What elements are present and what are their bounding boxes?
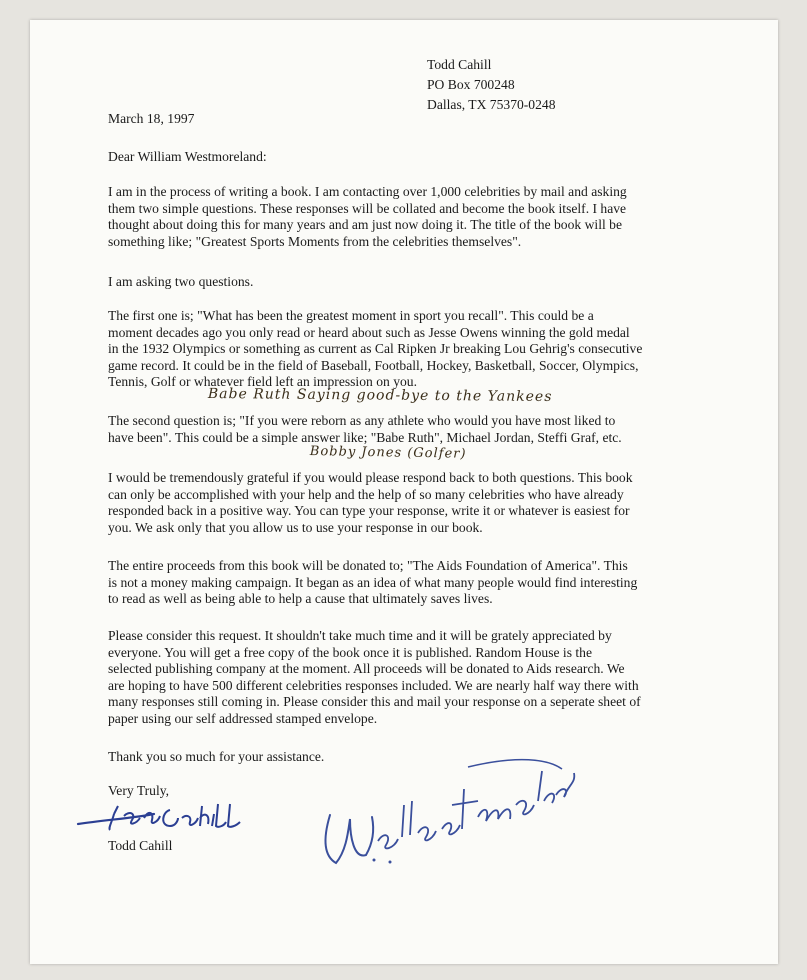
closing: Very Truly, bbox=[108, 783, 170, 798]
paragraph-request: I would be tremendously grateful if you would please respond back to both questions. This book can only be accomplished with your help and the help of so many celebrities who have already responded back in a positive way. You can type your response, write it or whatever is easiest for you. We ask only that you allow us to use your response in our book. bbox=[108, 470, 633, 535]
signature-recipient bbox=[318, 745, 588, 875]
paragraph-two-questions: I am asking two questions. bbox=[108, 274, 254, 289]
paragraph-second-question: The second question is; "If you were reborn as any athlete who would you have most liked to have been". This could be a simple answer like; "Babe Ruth", Michael Jordan, Steffi Graf, etc. bbox=[108, 413, 622, 445]
sender-address-line2: Dallas, TX 75370-0248 bbox=[427, 97, 556, 112]
sender-address-line1: PO Box 700248 bbox=[427, 77, 515, 92]
paragraph-consider: Please consider this request. It shouldn't take much time and it will be grately appreciated by everyone. You will get a free copy of the book once it is published. Random House is the selected publishing company at the moment. All proceeds will be donated to Aids research. We are hoping to have 500 different celebrities responses included. We are nearly half way there with many responses still coming in. Please consider this and mail your response on a seperate sheet of paper using our self addressed stamped envelope. bbox=[108, 628, 641, 726]
handwritten-answer-first: Babe Ruth Saying good-bye to the Yankees bbox=[207, 386, 553, 406]
paragraph-proceeds: The entire proceeds from this book will be donated to; "The Aids Foundation of America". This is not a money making campaign. It began as an idea of what many people would find interesting to read as well as being able to help a cause that ultimately saves lives. bbox=[108, 558, 638, 606]
signature-sender bbox=[74, 800, 274, 840]
paragraph-first-question: The first one is; "What has been the greatest moment in sport you recall". This could be a moment decades ago you only read or heard about such as Jesse Owens winning the gold medal in the 1932 Olympics or something as current as Cal Ripken Jr breaking Lou Gehrig's consecutive game record. It could be in the field of Baseball, Football, Hockey, Basketball, Soccer, Olympics, Tennis, Golf or whatever field left an impression on you. bbox=[108, 308, 643, 389]
letter-date: March 18, 1997 bbox=[108, 111, 195, 126]
salutation: Dear William Westmoreland: bbox=[108, 149, 267, 164]
paragraph-thanks: Thank you so much for your assistance. bbox=[108, 749, 325, 764]
handwritten-answer-second: Bobby Jones (Golfer) bbox=[309, 444, 467, 462]
typed-signer-name: Todd Cahill bbox=[108, 838, 173, 853]
paragraph-intro: I am in the process of writing a book. I am contacting over 1,000 celebrities by mail and asking them two simple questions. These responses will be collated and become the book itself. I have thought about doing this for many years and am just now doing it. The title of the book will be something like; "Greatest Sports Moments from the celebrities themselves". bbox=[108, 184, 627, 249]
sender-name: Todd Cahill bbox=[427, 57, 492, 72]
